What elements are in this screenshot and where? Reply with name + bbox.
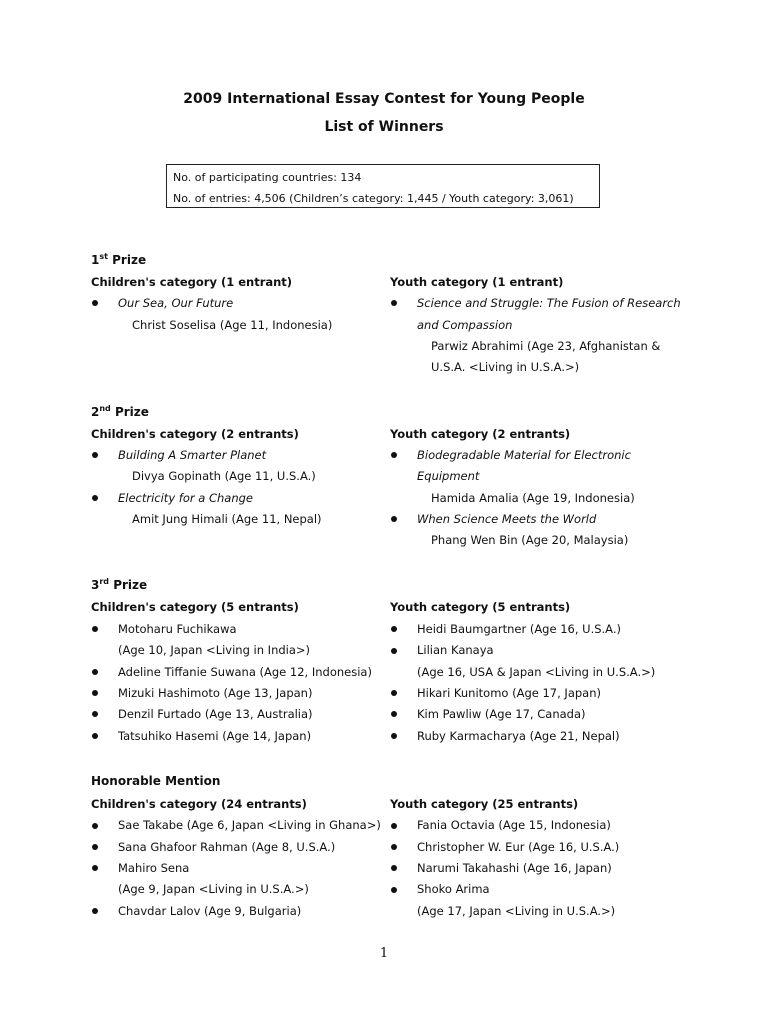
essay-title: Our Sea, Our Future bbox=[118, 296, 234, 310]
bullet-icon bbox=[92, 452, 98, 458]
page-number: 1 bbox=[379, 946, 389, 961]
bullet-icon bbox=[391, 452, 397, 458]
winner-name: Mahiro Sena bbox=[118, 861, 190, 875]
essay-title: Science and Struggle: The Fusion of Research bbox=[417, 296, 681, 310]
winner-name: Hamida Amalia (Age 19, Indonesia) bbox=[431, 491, 635, 505]
winner-details: (Age 10, Japan <Living in India>) bbox=[118, 643, 311, 657]
honorable-mention-heading: Honorable Mention bbox=[91, 774, 221, 788]
bullet-icon bbox=[92, 495, 98, 501]
winner-name: Tatsuhiko Hasemi (Age 14, Japan) bbox=[118, 729, 312, 743]
bullet-icon bbox=[92, 690, 98, 696]
bullet-icon bbox=[391, 711, 397, 717]
honorable-youth-category: Youth category (25 entrants) bbox=[390, 797, 579, 811]
document-title: 2009 International Essay Contest for Young People bbox=[183, 91, 585, 107]
second-prize-children-category: Children's category (2 entrants) bbox=[91, 427, 299, 441]
third-prize-youth-category: Youth category (5 entrants) bbox=[390, 600, 571, 614]
number-of-entries: No. of entries: 4,506 (Children’s category: 1,445 / Youth category: 3,061) bbox=[173, 192, 574, 205]
essay-title: Biodegradable Material for Electronic bbox=[417, 448, 631, 462]
essay-title-continued: and Compassion bbox=[417, 318, 513, 332]
bullet-icon bbox=[391, 887, 397, 893]
bullet-icon bbox=[92, 669, 98, 675]
bullet-icon bbox=[391, 844, 397, 850]
winner-name: Lilian Kanaya bbox=[417, 643, 494, 657]
winner-name: Narumi Takahashi (Age 16, Japan) bbox=[417, 861, 612, 875]
winner-name: Chavdar Lalov (Age 9, Bulgaria) bbox=[118, 904, 302, 918]
winner-name: Sana Ghafoor Rahman (Age 8, U.S.A.) bbox=[118, 840, 336, 854]
winner-name: Hikari Kunitomo (Age 17, Japan) bbox=[417, 686, 601, 700]
essay-title: Building A Smarter Planet bbox=[118, 448, 267, 462]
bullet-icon bbox=[391, 626, 397, 632]
bullet-icon bbox=[391, 823, 397, 829]
winner-name: Kim Pawliw (Age 17, Canada) bbox=[417, 707, 586, 721]
winner-name: Heidi Baumgartner (Age 16, U.S.A.) bbox=[417, 622, 621, 636]
bullet-icon bbox=[391, 648, 397, 654]
winner-details: (Age 17, Japan <Living in U.S.A.>) bbox=[417, 904, 616, 918]
winner-name: Shoko Arima bbox=[417, 882, 490, 896]
bullet-icon bbox=[92, 865, 98, 871]
winner-name: Ruby Karmacharya (Age 21, Nepal) bbox=[417, 729, 620, 743]
honorable-children-category: Children's category (24 entrants) bbox=[91, 797, 307, 811]
winner-name: Amit Jung Himali (Age 11, Nepal) bbox=[132, 512, 322, 526]
winner-name: Divya Gopinath (Age 11, U.S.A.) bbox=[132, 469, 316, 483]
winner-name-continued: U.S.A. <Living in U.S.A.>) bbox=[431, 360, 580, 374]
bullet-icon bbox=[391, 516, 397, 522]
second-prize-youth-category: Youth category (2 entrants) bbox=[390, 427, 571, 441]
bullet-icon bbox=[391, 733, 397, 739]
winner-name: Phang Wen Bin (Age 20, Malaysia) bbox=[431, 533, 629, 547]
second-prize-heading: 2nd Prize bbox=[91, 404, 149, 419]
winner-details: (Age 9, Japan <Living in U.S.A.>) bbox=[118, 882, 309, 896]
essay-title: Electricity for a Change bbox=[118, 491, 253, 505]
winner-name: Mizuki Hashimoto (Age 13, Japan) bbox=[118, 686, 313, 700]
bullet-icon bbox=[92, 844, 98, 850]
first-prize-heading: 1st Prize bbox=[91, 252, 147, 267]
essay-title: When Science Meets the World bbox=[417, 512, 597, 526]
winner-name: Christ Soselisa (Age 11, Indonesia) bbox=[132, 318, 333, 332]
bullet-icon bbox=[92, 626, 98, 632]
winner-name: Fania Octavia (Age 15, Indonesia) bbox=[417, 818, 611, 832]
winner-name: Sae Takabe (Age 6, Japan <Living in Ghana>) bbox=[118, 818, 381, 832]
winner-name: Adeline Tiffanie Suwana (Age 12, Indonesia) bbox=[118, 665, 372, 679]
document-subtitle: List of Winners bbox=[324, 119, 444, 135]
winner-details: (Age 16, USA & Japan <Living in U.S.A.>) bbox=[417, 665, 656, 679]
first-prize-youth-category: Youth category (1 entrant) bbox=[390, 275, 564, 289]
bullet-icon bbox=[92, 300, 98, 306]
bullet-icon bbox=[391, 300, 397, 306]
winner-name: Denzil Furtado (Age 13, Australia) bbox=[118, 707, 313, 721]
third-prize-heading: 3rd Prize bbox=[91, 577, 148, 592]
first-prize-children-category: Children's category (1 entrant) bbox=[91, 275, 293, 289]
winner-name: Parwiz Abrahimi (Age 23, Afghanistan & bbox=[431, 339, 661, 353]
winner-name: Christopher W. Eur (Age 16, U.S.A.) bbox=[417, 840, 620, 854]
bullet-icon bbox=[391, 865, 397, 871]
winner-name: Motoharu Fuchikawa bbox=[118, 622, 237, 636]
bullet-icon bbox=[92, 733, 98, 739]
bullet-icon bbox=[92, 711, 98, 717]
bullet-icon bbox=[92, 823, 98, 829]
bullet-icon bbox=[92, 908, 98, 914]
third-prize-children-category: Children's category (5 entrants) bbox=[91, 600, 299, 614]
contest-stats-box bbox=[166, 164, 600, 208]
bullet-icon bbox=[391, 690, 397, 696]
participating-countries: No. of participating countries: 134 bbox=[173, 171, 362, 184]
essay-title-continued: Equipment bbox=[417, 469, 480, 483]
